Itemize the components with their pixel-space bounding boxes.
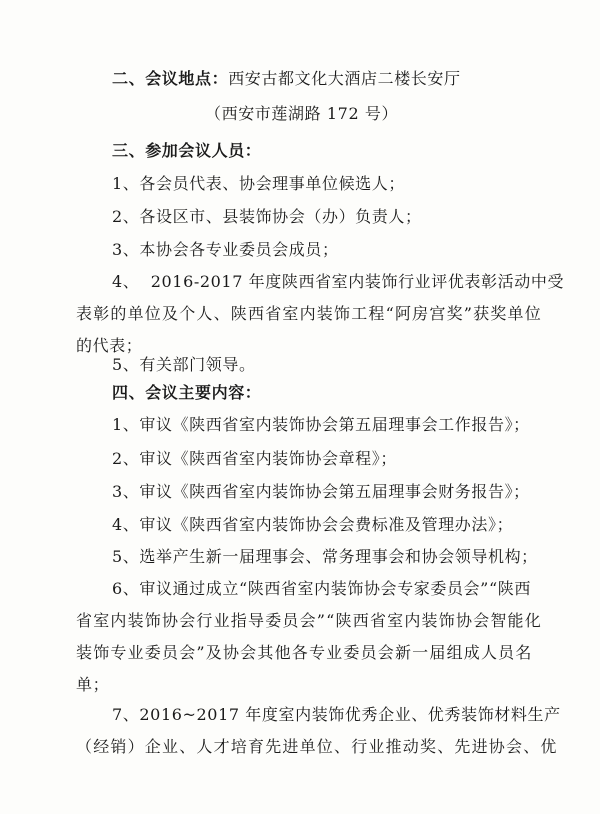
venue-text: 西安古都文化大酒店二楼长安厅 (228, 69, 461, 88)
section-two-heading: 二、会议地点： (112, 69, 229, 88)
agenda-item-3: 3、审议《陕西省室内装饰协会第五届理事会财务报告》； (112, 482, 530, 501)
agenda-item-1: 1、审议《陕西省室内装饰协会第五届理事会工作报告》； (112, 415, 530, 434)
attendee-item-4-line-3: 的代表； (76, 336, 143, 355)
attendee-item-1: 1、各会员代表、协会理事单位候选人； (112, 174, 405, 193)
attendee-item-3: 3、本协会各专业委员会成员； (112, 240, 339, 259)
attendee-item-4-line-1: 4、 2016-2017 年度陕西省室内装饰行业评优表彰活动中受 (112, 272, 565, 291)
agenda-item-7-line-1: 7、2016~2017 年度室内装饰优秀企业、优秀装饰材料生产 (112, 705, 561, 724)
section-four-heading: 四、会议主要内容： (112, 383, 262, 402)
venue-address: （西安市莲湖路 172 号） (205, 104, 399, 123)
agenda-item-6-line-3: 装饰专业委员会”及协会其他各专业委员会新一届组成人员名 (76, 643, 533, 662)
agenda-item-6-line-1: 6、审议通过成立“陕西省室内装饰协会专家委员会”“陕西 (112, 579, 531, 598)
section-three-heading: 三、参加会议人员： (112, 141, 262, 160)
agenda-item-7-line-2: （经销）企业、人才培育先进单位、行业推动奖、先进协会、优 (76, 737, 558, 756)
agenda-item-5: 5、选举产生新一届理事会、常务理事会和协会领导机构； (112, 547, 538, 566)
attendee-item-5: 5、有关部门领导。 (112, 355, 256, 374)
section-two-line (112, 68, 461, 90)
agenda-item-4: 4、审议《陕西省室内装饰协会会费标准及管理办法》； (112, 515, 514, 534)
agenda-item-2: 2、审议《陕西省室内装饰协会章程》； (112, 449, 397, 468)
attendee-item-2: 2、各设区市、县装饰协会（办）负责人； (112, 207, 422, 226)
agenda-item-6-line-2: 省室内装饰协会行业指导委员会”“陕西省室内装饰协会智能化 (76, 611, 542, 630)
agenda-item-6-line-4: 单； (76, 675, 110, 694)
attendee-item-4-line-2: 表彰的单位及个人、陕西省室内装饰工程“阿房宫奖”获奖单位 (76, 304, 542, 323)
